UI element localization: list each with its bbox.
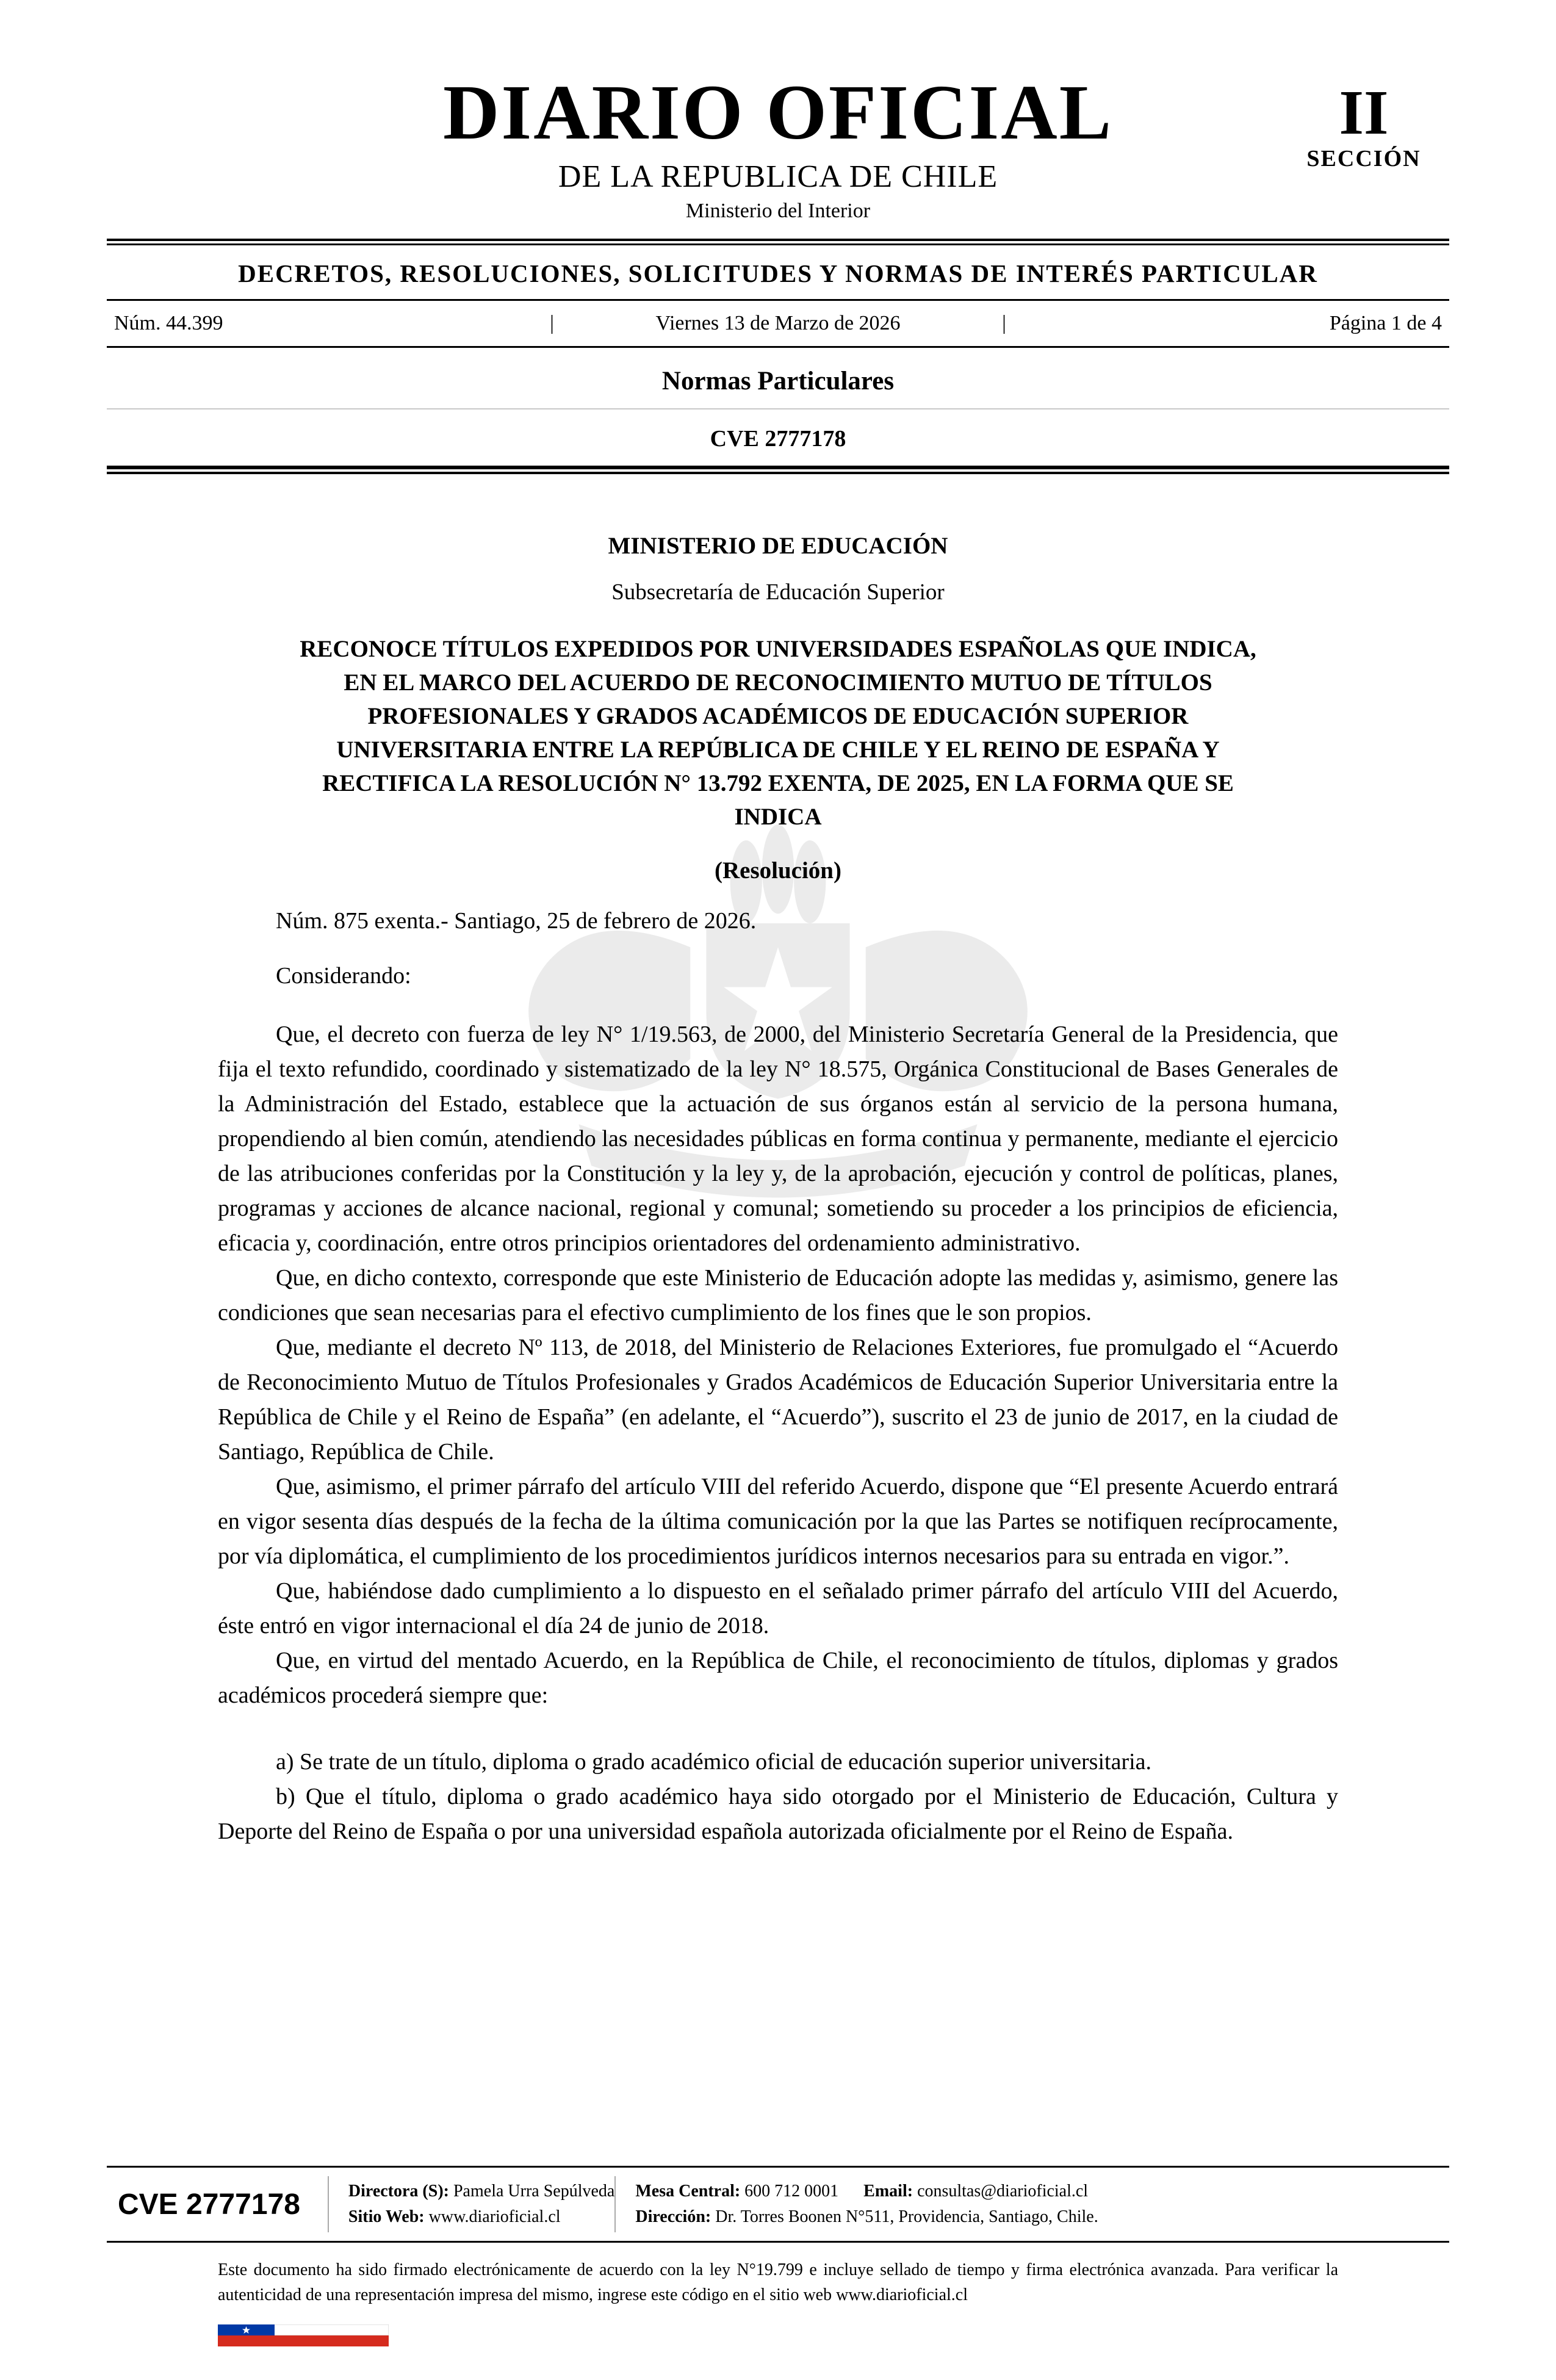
- address-line: [635, 2204, 1098, 2230]
- website-label: Sitio Web:: [348, 2207, 425, 2226]
- resolution-type-label: (Resolución): [715, 857, 841, 884]
- footer-rule-bottom: [107, 2241, 1449, 2243]
- section-number: II: [1339, 78, 1389, 148]
- section-label: SECCIÓN: [1306, 145, 1421, 171]
- double-rule-heavy: [107, 466, 1449, 474]
- director-value: Pamela Urra Sepúlveda: [453, 2182, 615, 2201]
- phone-label: Mesa Central:: [635, 2182, 741, 2201]
- phone-value: 600 712 0001: [744, 2182, 839, 2201]
- subsecretary-line: Subsecretaría de Educación Superior: [611, 580, 945, 605]
- separator-bar: |: [550, 312, 554, 334]
- item-list: [218, 1745, 1338, 1849]
- director-label: Directora (S):: [348, 2182, 449, 2201]
- issue-number: Núm. 44.399: [114, 312, 223, 334]
- considering-label: Considerando:: [276, 963, 411, 989]
- ministry-heading: MINISTERIO DE EDUCACIÓN: [608, 533, 948, 559]
- address-label: Dirección:: [635, 2207, 711, 2226]
- legal-notice: Este documento ha sido firmado electrónicamente de acuerdo con la ley N°19.799 e incluye sellado de tiempo y firma electrónica avanzada. Para verificar la autenticidad de una representación impresa del mismo, ingrese este código en el sitio web www.diarioficial.cl: [218, 2260, 1338, 2304]
- category-banner: DECRETOS, RESOLUCIONES, SOLICITUDES Y NORMAS DE INTERÉS PARTICULAR: [107, 245, 1449, 301]
- resolution-title: RECONOCE TÍTULOS EXPEDIDOS POR UNIVERSIDADES ESPAÑOLAS QUE INDICA, EN EL MARCO DEL ACUERDO DE RECONOCIMIENTO MUTUO DE TÍTULOS PROFESIONALES Y GRADOS ACADÉMICOS DE EDUCACIÓN SUPERIOR UNIVERSITARIA ENTRE LA REPÚBLICA DE CHILE Y EL REINO DE ESPAÑA Y RECTIFICA LA RESOLUCIÓN N° 13.792 EXENTA, DE 2025, EN LA FORMA QUE SE INDICA: [300, 636, 1256, 830]
- footer-info-row: [107, 2168, 1449, 2241]
- gazette-ministry: Ministerio del Interior: [685, 200, 871, 222]
- cve-code-footer: CVE 2777178: [118, 2188, 300, 2221]
- cve-code-header: CVE 2777178: [710, 426, 846, 452]
- paragraph: Que, mediante el decreto Nº 113, de 2018, del Ministerio de Relaciones Exteriores, fue promulgado el “Acuerdo de Reconocimiento Mutuo de Títulos Profesionales y Grados Académicos de Educación Superior Universitaria entre la República de Chile y el Reino de España” (en adelante, el “Acuerdo”), suscrito el 23 de junio de 2017, en la ciudad de Santiago, República de Chile.: [218, 1335, 1338, 1465]
- footer-contact-right: [614, 2176, 1098, 2232]
- resolution-number-line: Núm. 875 exenta.- Santiago, 25 de febrero de 2026.: [276, 908, 757, 934]
- issue-info-row: [107, 301, 1449, 348]
- item-b: b) Que el título, diploma o grado académico haya sido otorgado por el Ministerio de Educación, Cultura y Deporte del Reino de España o por una universidad española autorizada oficialmente por el Reino de España.: [218, 1784, 1338, 1844]
- paragraph: Que, el decreto con fuerza de ley N° 1/19.563, de 2000, del Ministerio Secretaría General de la Presidencia, que fija el texto refundido, coordinado y sistematizado de la ley N° 18.575, Orgánica Constitucional de Bases Generales de la Administración del Estado, establece que la actuación de sus órganos están al servicio de la persona humana, propendiendo al bien común, atendiendo las necesidades públicas en forma continua y permanente, mediante el ejercicio de las atribuciones conferidas por la Constitución y la ley y, de la aprobación, ejecución y control de políticas, planes, programas y acciones de alcance nacional, regional y comunal; sometiendo su proceder a los principios de eficiencia, eficacia y, coordinación, entre otros principios orientadores del ordenamiento administrativo.: [218, 1022, 1338, 1256]
- section-title: Normas Particulares: [661, 367, 895, 395]
- address-value: Dr. Torres Boonen N°511, Providencia, Santiago, Chile.: [715, 2207, 1098, 2226]
- separator-bar: |: [1002, 312, 1006, 334]
- paragraph: Que, asimismo, el primer párrafo del artículo VIII del referido Acuerdo, dispone que “El presente Acuerdo entrará en vigor sesenta días después de la fecha de la última comunicación por la que las Partes se notifiquen recíprocamente, por vía diplomática, el cumplimiento de los procedimientos jurídicos internos necesarios para su entrada en vigor.”.: [218, 1474, 1338, 1569]
- gazette-title: DIARIO OFICIAL: [442, 69, 1114, 156]
- footer-contact-left: [328, 2176, 614, 2232]
- website-value: www.diarioficial.cl: [428, 2207, 561, 2226]
- director-line: [348, 2179, 614, 2204]
- email-value: consultas@diarioficial.cl: [917, 2182, 1089, 2201]
- paragraph: Que, en virtud del mentado Acuerdo, en la República de Chile, el reconocimiento de títulos, diplomas y grados académicos procederá siempre que:: [218, 1648, 1338, 1708]
- double-rule-top: [107, 239, 1449, 245]
- chile-flag: [218, 2324, 389, 2346]
- email-label: Email:: [863, 2182, 913, 2201]
- phone-email-line: [635, 2179, 1098, 2204]
- section-box: [1284, 78, 1443, 172]
- paragraph: Que, habiéndose dado cumplimiento a lo dispuesto en el señalado primer párrafo del artículo VIII del Acuerdo, éste entró en vigor internacional el día 24 de junio de 2018.: [218, 1578, 1338, 1639]
- paragraph: Que, en dicho contexto, corresponde que este Ministerio de Educación adopte las medidas y, asimismo, genere las condiciones que sean necesarias para el efectivo cumplimiento de los fines que le son propios.: [218, 1265, 1338, 1325]
- website-line: [348, 2204, 614, 2230]
- masthead: [107, 69, 1449, 223]
- page-indicator: Página 1 de 4: [1329, 312, 1442, 334]
- item-a: a) Se trate de un título, diploma o grado académico oficial de educación superior universitaria.: [276, 1749, 1152, 1775]
- page-footer: [107, 2166, 1449, 2346]
- issue-date: Viernes 13 de Marzo de 2026: [655, 312, 901, 334]
- gazette-subtitle: DE LA REPUBLICA DE CHILE: [558, 159, 998, 194]
- resolution-body: [107, 474, 1449, 1849]
